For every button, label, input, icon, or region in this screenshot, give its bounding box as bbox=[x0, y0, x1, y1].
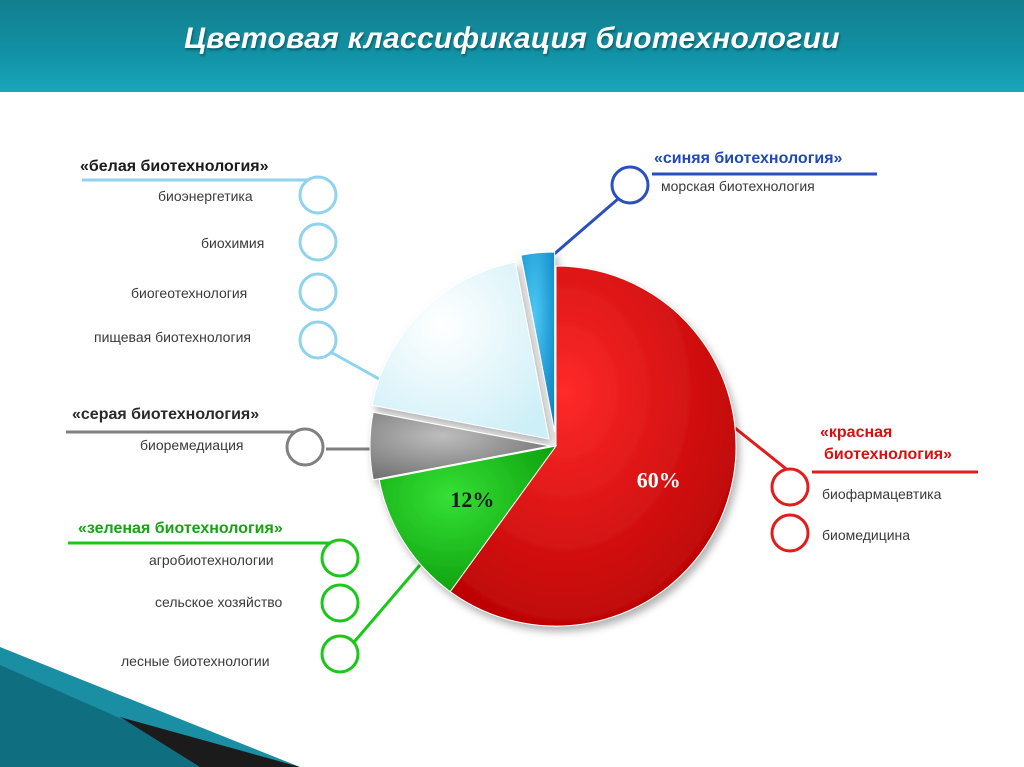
red-item-2: биомедицина bbox=[822, 527, 911, 543]
red-bullet-1 bbox=[772, 469, 808, 505]
gray-heading: «серая биотехнология» bbox=[72, 406, 260, 423]
green-heading: «зеленая биотехнология» bbox=[78, 520, 283, 537]
red-heading-line1: «красная bbox=[820, 424, 893, 441]
green-item-1: агробиотехнологии bbox=[149, 552, 274, 568]
red-bullet-2 bbox=[772, 515, 808, 551]
pie-label-green: 12% bbox=[450, 487, 495, 513]
red-item-1: биофармацевтика bbox=[822, 486, 942, 502]
white-bullet-3 bbox=[300, 274, 336, 310]
green-bullet-3 bbox=[322, 636, 358, 672]
white-item-2: биохимия bbox=[201, 235, 265, 251]
blue-bullet-1 bbox=[612, 167, 648, 203]
slide-title: Цветовая классификация биотехнологии bbox=[184, 22, 840, 55]
white-bullet-4 bbox=[300, 322, 336, 358]
gray-bullet-1 bbox=[287, 429, 323, 465]
white-bullet-1 bbox=[300, 177, 336, 213]
gray-item-1: биоремедиация bbox=[140, 437, 244, 453]
green-item-2: сельское хозяйство bbox=[155, 594, 283, 610]
green-item-3: лесные биотехнологии bbox=[121, 653, 270, 669]
green-bullet-2 bbox=[322, 585, 358, 621]
pie-slice-white bbox=[372, 262, 549, 439]
blue-heading: «синяя биотехнология» bbox=[654, 150, 843, 167]
white-item-1: биоэнергетика bbox=[158, 188, 253, 204]
red-connector bbox=[735, 428, 790, 472]
red-heading-line2: биотехнология» bbox=[824, 446, 953, 463]
green-bullet-1 bbox=[322, 540, 358, 576]
white-item-4: пищевая биотехнология bbox=[94, 329, 251, 345]
pie-label-red: 60% bbox=[636, 467, 681, 493]
white-item-3: биогеотехнология bbox=[131, 285, 248, 301]
white-heading: «белая биотехнология» bbox=[80, 158, 269, 175]
blue-item-1: морская биотехнология bbox=[661, 178, 815, 194]
white-bullet-2 bbox=[300, 224, 336, 260]
